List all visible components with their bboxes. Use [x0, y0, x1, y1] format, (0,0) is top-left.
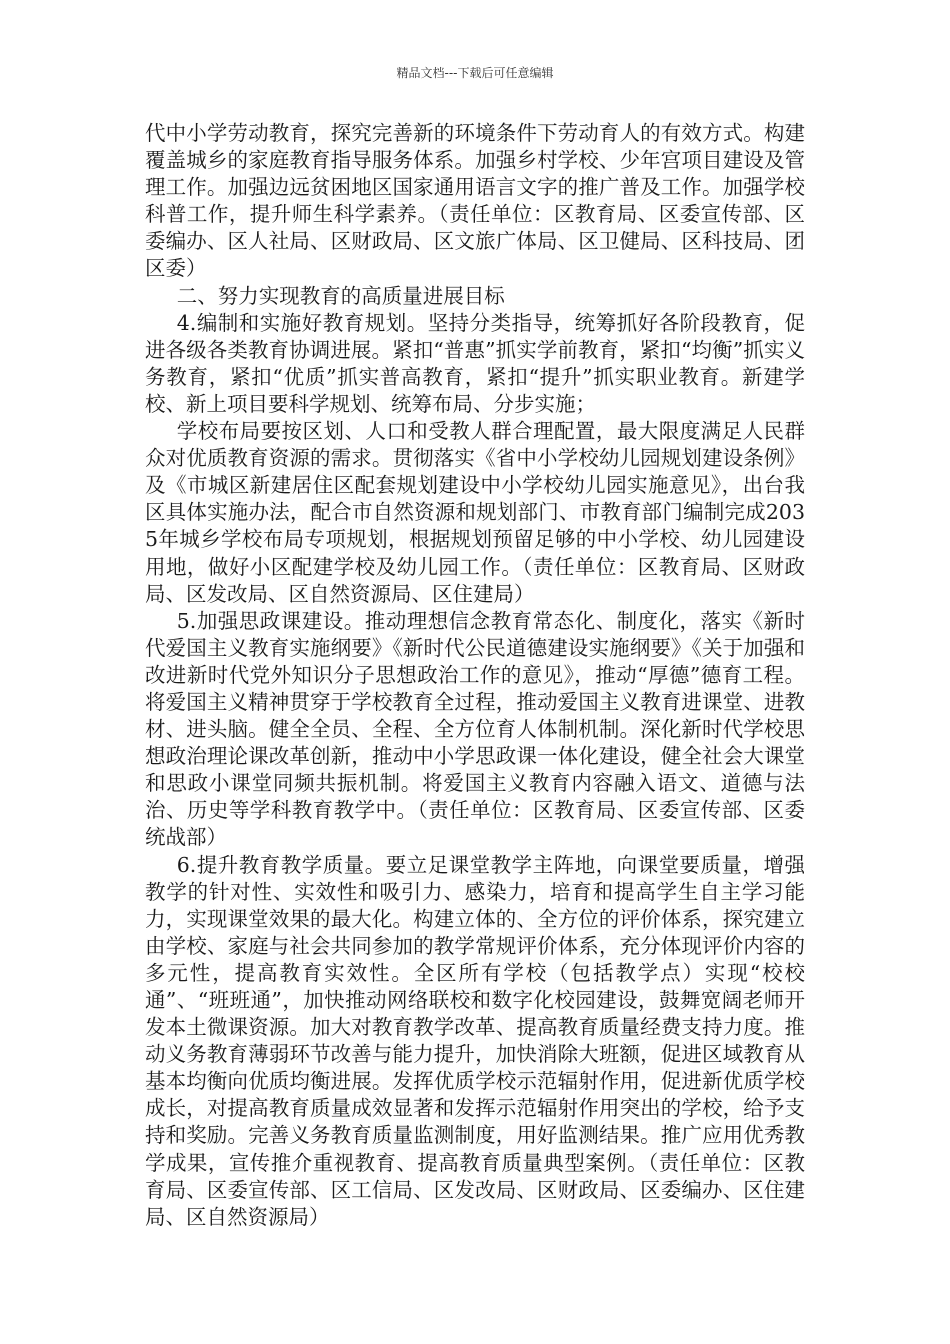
paragraph-item-4: 4.编制和实施好教育规划。坚持分类指导，统筹抓好各阶段教育，促进各级各类教育协调进展。紧扣“普惠”抓实学前教育，紧扣“均衡”抓实义务教育，紧扣“优质”抓实普高教育，紧扣“提升”抓实职业教育。新建学校、新上项目要科学规划、统筹布局、分步实施； — [145, 310, 805, 416]
paragraph-labor-education: 代中小学劳动教育，探究完善新的环境条件下劳动育人的有效方式。构建覆盖城乡的家庭教育指导服务体系。加强乡村学校、少年宫项目建设及管理工作。加强边远贫困地区国家通用语言文字的推广普及工作。加强学校科普工作，提升师生科学素养。（责任单位：区教育局、区委宣传部、区委编办、区人社局、区财政局、区文旅广体局、区卫健局、区科技局、团区委） — [145, 121, 805, 281]
paragraph-school-layout: 学校布局要按区划、人口和受教人群合理配置，最大限度满足人民群众对优质教育资源的需求。贯彻落实《省中小学校幼儿园规划建设条例》及《市城区新建居住区配套规划建设中小学校幼儿园实施意见》，出台我区具体实施办法，配合市自然资源和规划部门、市教育部门编制完成2035年城乡学校布局专项规划，根据规划预留足够的中小学校、幼儿园建设用地，做好小区配建学校及幼儿园工作。（责任单位：区教育局、区财政局、区发改局、区自然资源局、区住建局） — [145, 419, 805, 606]
document-body — [145, 120, 805, 1231]
page-header: 精品文档---下载后可任意编辑 — [396, 66, 554, 80]
section-heading: 二、努力实现教育的高质量进展目标 — [176, 283, 505, 308]
paragraph-item-5: 5.加强思政课建设。推动理想信念教育常态化、制度化，落实《新时代爱国主义教育实施纲要》《新时代公民道德建设实施纲要》《关于加强和改进新时代党外知识分子思想政治工作的意见》，推动“厚德”德育工程。将爱国主义精神贯穿于学校教育全过程，推动爱国主义教育进课堂、进教材、进头脑。健全全员、全程、全方位育人体制机制。深化新时代学校思想政治理论课改革创新，推动中小学思政课一体化建设，健全社会大课堂和思政小课堂同频共振机制。将爱国主义教育内容融入语文、道德与法治、历史等学科教育教学中。（责任单位：区教育局、区委宣传部、区委统战部） — [145, 608, 805, 850]
paragraph-item-6: 6.提升教育教学质量。要立足课堂教学主阵地，向课堂要质量，增强教学的针对性、实效性和吸引力、感染力，培育和提高学生自主学习能力，实现课堂效果的最大化。构建立体的、全方位的评价体系，探究建立由学校、家庭与社会共同参加的教学常规评价体系，充分体现评价内容的多元性，提高教育实效性。全区所有学校（包括教学点）实现“校校通”、“班班通”，加快推动网络联校和数字化校园建设，鼓舞宽阔老师开发本土微课资源。加大对教育教学改革、提高教育质量经费支持力度。推动义务教育薄弱环节改善与能力提升，加快消除大班额，促进区域教育从基本均衡向优质均衡进展。发挥优质学校示范辐射作用，促进新优质学校成长，对提高教育质量成效显著和发挥示范辐射作用突出的学校，给予支持和奖励。完善义务教育质量监测制度，用好监测结果。推广应用优秀教学成果，宣传推介重视教育、提高教育质量典型案例。（责任单位：区教育局、区委宣传部、区工信局、区发改局、区财政局、区委编办、区住建局、区自然资源局） — [145, 852, 805, 1229]
